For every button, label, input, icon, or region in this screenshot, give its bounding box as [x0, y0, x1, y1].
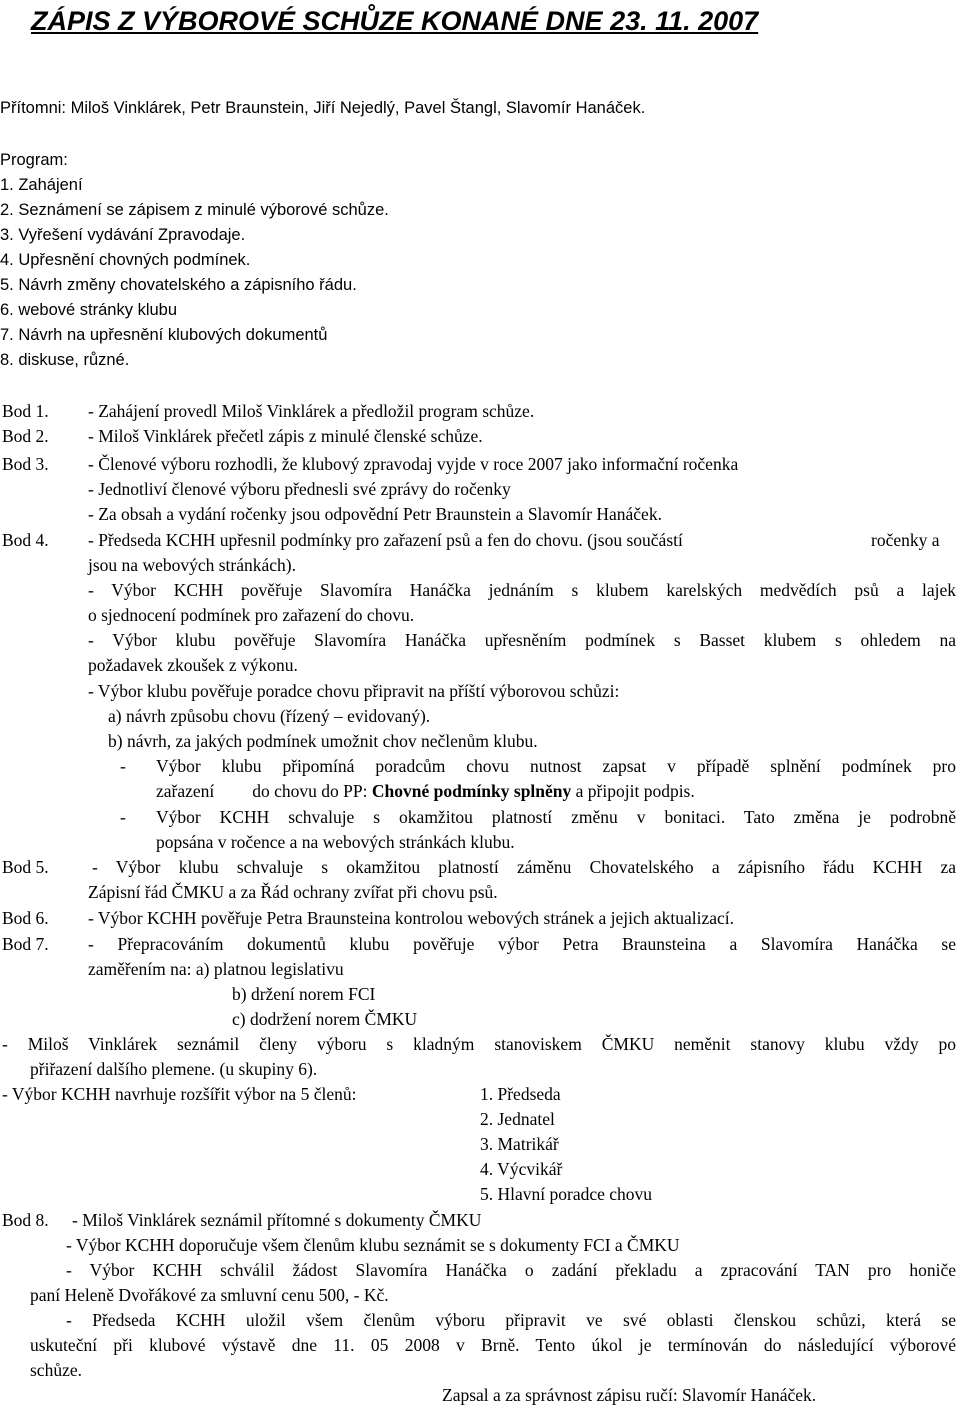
bod8-text: - Výbor KCHH schválil žádost Slavomíra Hanáčka o zadání překladu a zpracování TAN pro honiče — [66, 1260, 956, 1280]
bod4-text: - Výbor KCHH pověřuje Slavomíra Hanáčka jednáním s klubem karelských medvědích psů a lajek — [88, 580, 956, 600]
bod8-text: uskuteční při klubové výstavě dne 11. 05 2008 v Brně. Tento úkol je termínován do následující výborové — [30, 1335, 956, 1355]
member-role: 1. Předseda — [480, 1084, 561, 1104]
bod4-text: požadavek zkoušek z výkonu. — [88, 655, 298, 675]
bod-label: Bod 8. — [2, 1210, 49, 1230]
bod5-text: - Výbor klubu schvaluje s okamžitou platností záměnu Chovatelského a zápisního řádu KCHH za — [92, 857, 956, 877]
program-item: 6. webové stránky klubu — [0, 301, 178, 319]
discussion-text: - Miloš Vinklárek seznámil členy výboru s kladným stanoviskem ČMKU neměnit stanovy klubu vždy po — [2, 1034, 956, 1054]
bod8-text: - Předseda KCHH uložil všem členům výboru připravit ve své oblasti členskou schůzi, která se — [66, 1310, 956, 1330]
bod8-text: - Výbor KCHH doporučuje všem členům klubu seznámit se s dokumenty FCI a ČMKU — [66, 1235, 680, 1255]
bod3-text: - Jednotliví členové výboru přednesli své zprávy do ročenky — [88, 479, 511, 499]
bullet-dash: - — [120, 807, 126, 827]
discussion-text: přiřazení dalšího plemene. (u skupiny 6). — [30, 1059, 318, 1079]
bod1-text: - Zahájení provedl Miloš Vinklárek a předložil program schůze. — [88, 401, 535, 421]
bod4-text: ročenky a — [871, 530, 940, 550]
bod3-text: - Za obsah a vydání ročenky jsou odpovědní Petr Braunstein a Slavomír Hanáček. — [88, 504, 662, 524]
program-item: 1. Zahájení — [0, 176, 83, 194]
attendance-line: Přítomni: Miloš Vinklárek, Petr Braunstein, Jiří Nejedlý, Pavel Štangl, Slavomír Hanáček. — [0, 99, 646, 117]
program-item: 2. Seznámení se zápisem z minulé výborové schůze. — [0, 201, 389, 219]
bod-label: Bod 4. — [2, 530, 49, 550]
bod-label: Bod 6. — [2, 908, 49, 928]
bod8-text: schůze. — [30, 1360, 82, 1380]
bod7-subitem: c) dodržení norem ČMKU — [232, 1009, 418, 1029]
bod-label: Bod 7. — [2, 934, 49, 954]
bod4-bullet-text: zařazení do chovu do PP: Chovné podmínky splněny a připojit podpis. — [156, 781, 695, 801]
bod2-text: - Miloš Vinklárek přečetl zápis z minulé členské schůze. — [88, 426, 483, 446]
bod4-text: - Výbor klubu pověřuje poradce chovu připravit na příští výborovou schůzi: — [88, 681, 620, 701]
bod7-subitem: b) držení norem FCI — [232, 984, 376, 1004]
bod4-bullet-text: popsána v ročence a na webových stránkách klubu. — [156, 832, 515, 852]
program-item: 8. diskuse, různé. — [0, 351, 130, 369]
bullet-dash: - — [120, 756, 126, 776]
program-item: 7. Návrh na upřesnění klubových dokumentů — [0, 326, 328, 344]
bod6-text: - Výbor KCHH pověřuje Petra Braunsteina kontrolou webových stránek a jejich aktualizací. — [88, 908, 735, 928]
bod4-bullet-text: Výbor KCHH schvaluje s okamžitou platností změnu v bonitaci. Tato změna je podrobně — [156, 807, 956, 827]
signature-line: Zapsal a za správnost zápisu ručí: Slavomír Hanáček. — [442, 1385, 817, 1405]
document-title: ZÁPIS Z VÝBOROVÉ SCHŮZE KONANÉ DNE 23. 11. 2007 — [31, 6, 759, 36]
program-item: 4. Upřesnění chovných podmínek. — [0, 251, 251, 269]
member-role: 2. Jednatel — [480, 1109, 555, 1129]
bod4-subitem: a) návrh způsobu chovu (řízený – evidovaný). — [108, 706, 431, 726]
member-role: 3. Matrikář — [480, 1134, 559, 1154]
bod4-subitem: b) návrh, za jakých podmínek umožnit chov nečlenům klubu. — [108, 731, 538, 751]
bod4-text: - Předseda KCHH upřesnil podmínky pro zařazení psů a fen do chovu. (jsou součástí — [88, 530, 683, 550]
bod8-text: paní Heleně Dvořákové za smluvní cenu 500, - Kč. — [30, 1285, 389, 1305]
bod4-text: jsou na webových stránkách). — [88, 555, 296, 575]
bod-label: Bod 2. — [2, 426, 49, 446]
bod-label: Bod 5. — [2, 857, 49, 877]
bod5-text: Zápisní řád ČMKU a za Řád ochrany zvířat při chovu psů. — [88, 882, 498, 902]
bod-label: Bod 1. — [2, 401, 49, 421]
bod4-bullet-text: Výbor klubu připomíná poradcům chovu nutnost zapsat v případě splnění podmínek pro — [156, 756, 956, 776]
discussion-text: - Výbor KCHH navrhuje rozšířit výbor na 5 členů: — [2, 1084, 357, 1104]
bod3-text: - Členové výboru rozhodli, že klubový zpravodaj vyjde v roce 2007 jako informační ročenka — [88, 454, 739, 474]
bod4-text: - Výbor klubu pověřuje Slavomíra Hanáčka upřesněním podmínek s Basset klubem s ohledem na — [88, 630, 956, 650]
bod4-text: o sjednocení podmínek pro zařazení do chovu. — [88, 605, 415, 625]
bod-label: Bod 3. — [2, 454, 49, 474]
bod7-text: - Přepracováním dokumentů klubu pověřuje výbor Petra Braunsteina a Slavomíra Hanáčka se — [88, 934, 956, 954]
member-role: 4. Výcvikář — [480, 1159, 563, 1179]
program-item: 3. Vyřešení vydávání Zpravodaje. — [0, 226, 246, 244]
program-heading: Program: — [0, 151, 68, 169]
member-role: 5. Hlavní poradce chovu — [480, 1184, 653, 1204]
bod7-text: zaměřením na: a) platnou legislativu — [88, 959, 344, 979]
bod8-text: - Miloš Vinklárek seznámil přítomné s dokumenty ČMKU — [72, 1210, 482, 1230]
program-item: 5. Návrh změny chovatelského a zápisního řádu. — [0, 276, 357, 294]
